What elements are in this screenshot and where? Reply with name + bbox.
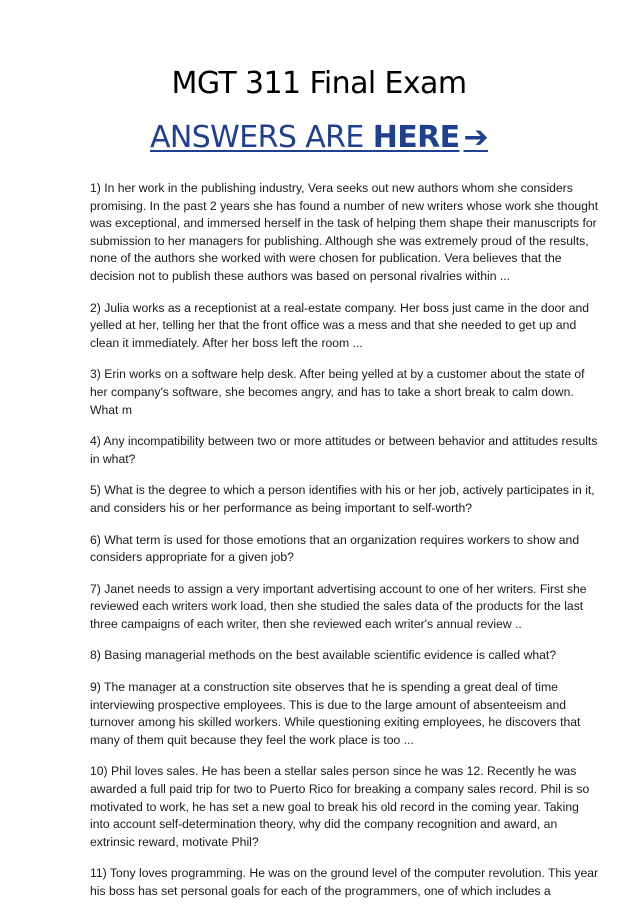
question-item: 5) What is the degree to which a person identifies with his or her job, actively participates in it, and considers his or her performance as being important to self-worth? — [90, 483, 595, 515]
answers-link-prefix: ANSWERS ARE — [149, 120, 373, 155]
question-item: 10) Phil loves sales. He has been a stellar sales person since he was 12. Recently he was awarded a full paid trip for two to Puerto Rico for breaking a company sales record. Phil is so motivated to work, he has set a new goal to break his old record in the coming year. Taking into account self-determination theory, why did the company recognition and award, an extrinsic reward, motivate Phil? — [90, 764, 590, 849]
question-item: 6) What term is used for those emotions that an organization requires workers to show and considers appropriate for a given job? — [90, 532, 580, 565]
question-item: 3) Erin works on a software help desk. After being yelled at by a customer about the state of her company's software, she becomes angry, and has to take a short break to calm down. What m — [90, 367, 585, 417]
question-item: 2) Julia works as a receptionist at a real-estate company. Her boss just came in the door and yelled at her, telling her that the front office was a mess and that she needed to get up and clean it immediately. After her boss left the room ... — [90, 300, 590, 350]
question-item: 8) Basing managerial methods on the best available scientific evidence is called what? — [90, 648, 557, 663]
question-item: 4) Any incompatibility between two or more attitudes or between behavior and attitudes results in what? — [90, 434, 598, 466]
question-list — [90, 180, 600, 915]
answers-link-strong: HERE — [372, 120, 460, 155]
answers-link[interactable] — [0, 118, 638, 158]
page-title: MGT 311 Final Exam — [171, 66, 467, 101]
question-item: 1) In her work in the publishing industry, Vera seeks out new authors whom she considers promising. In the past 2 years she has found a number of new writers whose work she thought was exceptional, and immersed herself in the task of helping them shape their manuscripts for submission to her managers for publishing. Although she was extremely proud of the results, none of the authors she worked with were chosen for publication. Vera believes that the decision not to publish these authors was based on personal rivalries within ... — [90, 181, 599, 283]
question-item: 11) Tony loves programming. He was on the ground level of the computer revolution. This year his boss has set personal goals for each of the programmers, one of which includes a — [90, 866, 599, 898]
arrow-right-icon: ➔ — [463, 120, 489, 155]
question-item: 9) The manager at a construction site observes that he is spending a great deal of time interviewing prospective employees. This is due to the large amount of absenteeism and turnover among his skilled workers. While questioning exiting employees, he discovers that many of them quit because they feel the work place is too ... — [90, 680, 581, 747]
question-item: 7) Janet needs to assign a very important advertising account to one of her writers. First she reviewed each writers work load, then she studied the sales data of the products for the last three campaigns of each writer, then she reviewed each writer's annual review .. — [90, 581, 587, 631]
